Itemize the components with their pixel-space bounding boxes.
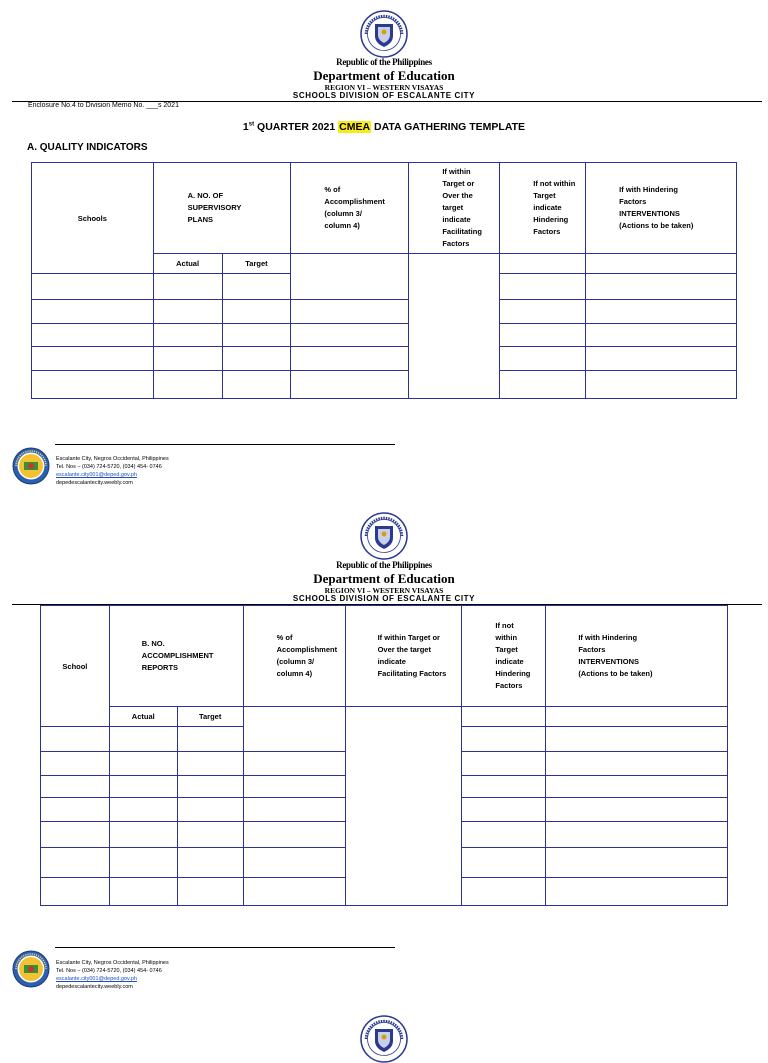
table-cell[interactable] (177, 878, 243, 906)
footer-contact (56, 455, 169, 487)
table-cell[interactable] (546, 776, 728, 798)
table-cell[interactable] (586, 274, 737, 300)
table-cell[interactable] (41, 822, 110, 848)
deped-seal-icon (360, 512, 408, 560)
table-header-row (32, 163, 737, 254)
table-cell[interactable] (177, 848, 243, 878)
table-cell[interactable] (109, 798, 177, 822)
enclosure-note: Enclosure No.4 to Division Memo No. ___s 2021 (28, 102, 179, 109)
subcol-target: Target (222, 254, 291, 274)
table-cell[interactable] (462, 707, 546, 727)
footer-email-link[interactable]: escalante.city001@deped.gov.ph (56, 472, 138, 478)
table-cell[interactable] (109, 727, 177, 752)
section-heading: A. QUALITY INDICATORS (27, 142, 148, 153)
col-hindering-factors: If not within Target indicate Hindering Factors (500, 163, 586, 254)
table-cell[interactable] (153, 347, 222, 371)
col-facilitating-factors: If within Target or Over the target indicate Facilitating Factors (409, 163, 500, 254)
department-title: Department of Education (313, 571, 455, 586)
subcol-actual: Actual (153, 254, 222, 274)
table-cell[interactable] (409, 254, 500, 399)
table-cell[interactable] (177, 822, 243, 848)
table-cell[interactable] (41, 848, 110, 878)
table-cell[interactable] (500, 254, 586, 274)
table-row (32, 324, 737, 347)
table-cell[interactable] (109, 848, 177, 878)
table-cell[interactable] (546, 727, 728, 752)
table-cell[interactable] (41, 727, 110, 752)
col-accomplishment: % of Accomplishment (column 3/ column 4) (243, 606, 345, 707)
table-cell[interactable] (500, 347, 586, 371)
footer-divider (55, 444, 395, 445)
col-school: School (41, 606, 110, 727)
col-facilitating-factors: If within Target or Over the target indicate Facilitating Factors (345, 606, 462, 707)
col-accomplishment-reports: B. NO. ACCOMPLISHMENT REPORTS (109, 606, 243, 707)
deped-seal-icon (360, 1015, 408, 1063)
subcol-target: Target (177, 707, 243, 727)
table-cell[interactable] (32, 324, 154, 347)
table-cell[interactable] (243, 798, 345, 822)
accomplishment-reports-table (40, 605, 728, 906)
table-cell[interactable] (32, 371, 154, 399)
table-cell[interactable] (109, 822, 177, 848)
table-cell[interactable] (153, 300, 222, 324)
table-cell[interactable] (177, 727, 243, 752)
col-schools: Schools (32, 163, 154, 274)
col-accomplishment: % of Accomplishment (column 3/ column 4) (291, 163, 409, 254)
republic-label: Republic of the Philippines (336, 57, 432, 67)
table-cell[interactable] (153, 371, 222, 399)
division-seal-icon (12, 950, 50, 988)
subcol-actual: Actual (109, 707, 177, 727)
table-cell[interactable] (32, 274, 154, 300)
table-cell[interactable] (243, 878, 345, 906)
table-cell[interactable] (291, 324, 409, 347)
table-cell[interactable] (500, 324, 586, 347)
republic-label: Republic of the Philippines (336, 560, 432, 570)
table-cell[interactable] (41, 798, 110, 822)
table-cell[interactable] (500, 300, 586, 324)
deped-seal-icon (360, 10, 408, 58)
table-cell[interactable] (177, 798, 243, 822)
template-title: 1st QUARTER 2021 CMEA DATA GATHERING TEMPLATE (242, 121, 526, 133)
table-cell[interactable] (500, 274, 586, 300)
table-cell[interactable] (291, 347, 409, 371)
table-row (32, 300, 737, 324)
table-cell[interactable] (222, 300, 291, 324)
footer-website[interactable]: depedescalantecity.weebly.com (56, 984, 133, 990)
table-cell[interactable] (41, 776, 110, 798)
table-cell[interactable] (177, 776, 243, 798)
table-cell[interactable] (291, 371, 409, 399)
table-cell[interactable] (222, 274, 291, 300)
table-cell[interactable] (243, 752, 345, 776)
table-cell[interactable] (243, 848, 345, 878)
col-supervisory-plans: A. NO. OF SUPERVISORY PLANS (153, 163, 291, 254)
table-cell[interactable] (546, 798, 728, 822)
table-cell[interactable] (586, 347, 737, 371)
footer-contact (56, 959, 169, 991)
table-cell[interactable] (243, 822, 345, 848)
table-cell[interactable] (586, 324, 737, 347)
table-cell[interactable] (153, 274, 222, 300)
col-interventions: If with Hindering Factors INTERVENTIONS (Actions to be taken) (586, 163, 737, 254)
table-cell[interactable] (32, 300, 154, 324)
table-cell[interactable] (462, 776, 546, 798)
table-cell[interactable] (109, 776, 177, 798)
table-cell[interactable] (32, 347, 154, 371)
table-cell[interactable] (222, 371, 291, 399)
table-cell[interactable] (109, 752, 177, 776)
department-title: Department of Education (313, 68, 455, 83)
region-label: REGION VI – WESTERN VISAYAS (324, 83, 444, 92)
table-cell[interactable] (462, 822, 546, 848)
table-cell[interactable] (586, 254, 737, 274)
quality-indicators-table (31, 162, 737, 399)
table-cell[interactable] (462, 752, 546, 776)
region-label: REGION VI – WESTERN VISAYAS (324, 586, 444, 595)
footer-address: Escalante City, Negros Occidental, Philippines (56, 960, 169, 966)
table-cell[interactable] (41, 752, 110, 776)
table-cell[interactable] (222, 347, 291, 371)
table-cell[interactable] (291, 254, 409, 300)
footer-email-link[interactable]: escalante.city001@deped.gov.ph (56, 976, 138, 982)
table-cell[interactable] (462, 878, 546, 906)
table-cell[interactable] (462, 798, 546, 822)
table-cell[interactable] (222, 324, 291, 347)
table-cell[interactable] (291, 300, 409, 324)
table-cell[interactable] (586, 300, 737, 324)
table-header-row (41, 606, 728, 707)
footer-tel: Tel. Nos – (034) 724-5720, (034) 454- 0746 (56, 968, 162, 974)
cmea-highlight: CMEA (339, 121, 371, 133)
table-cell[interactable] (243, 776, 345, 798)
table-cell[interactable] (462, 727, 546, 752)
footer-tel: Tel. Nos – (034) 724-5720, (034) 454- 0746 (56, 464, 162, 470)
footer-website[interactable]: depedescalantecity.weebly.com (56, 480, 133, 486)
table-cell[interactable] (546, 707, 728, 727)
table-cell[interactable] (546, 848, 728, 878)
col-hindering-factors: If not within Target indicate Hindering Factors (462, 606, 546, 707)
table-cell[interactable] (41, 878, 110, 906)
footer-divider (55, 947, 395, 948)
table-cell[interactable] (500, 371, 586, 399)
table-cell[interactable] (153, 324, 222, 347)
division-label: SCHOOLS DIVISION OF ESCALANTE CITY (292, 91, 476, 100)
table-cell[interactable] (586, 371, 737, 399)
table-cell[interactable] (546, 822, 728, 848)
table-row (32, 347, 737, 371)
table-cell[interactable] (546, 878, 728, 906)
table-cell[interactable] (345, 707, 462, 906)
division-label: SCHOOLS DIVISION OF ESCALANTE CITY (292, 594, 476, 603)
table-cell[interactable] (177, 752, 243, 776)
col-interventions: If with Hindering Factors INTERVENTIONS (Actions to be taken) (546, 606, 728, 707)
table-cell[interactable] (109, 878, 177, 906)
table-cell[interactable] (546, 752, 728, 776)
footer-address: Escalante City, Negros Occidental, Philippines (56, 456, 169, 462)
table-cell[interactable] (462, 848, 546, 878)
table-row (32, 371, 737, 399)
division-seal-icon (12, 447, 50, 485)
table-cell[interactable] (243, 707, 345, 752)
